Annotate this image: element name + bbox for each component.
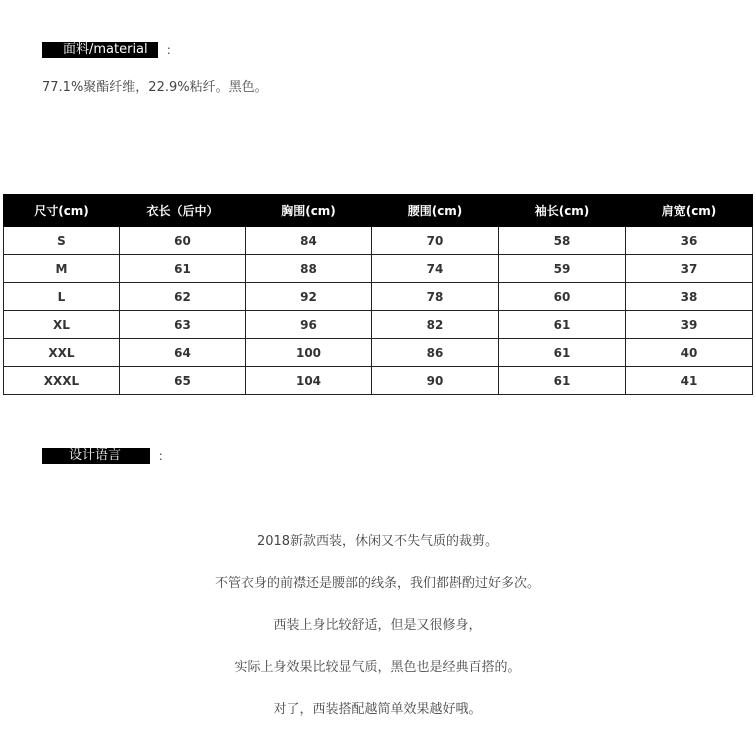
- cell-size: M: [4, 255, 120, 283]
- design-line: 2018新款西装，休闲又不失气质的裁剪。: [256, 534, 499, 549]
- cell-chest: 104: [246, 367, 372, 395]
- cell-shoulder: 38: [626, 283, 753, 311]
- cell-waist: 78: [372, 283, 499, 311]
- cell-chest: 84: [246, 227, 372, 255]
- header-shoulder: 肩宽(cm): [626, 195, 753, 227]
- cell-chest: 88: [246, 255, 372, 283]
- cell-shoulder: 37: [626, 255, 753, 283]
- cell-length: 60: [120, 227, 246, 255]
- cell-length: 63: [120, 311, 246, 339]
- cell-length: 62: [120, 283, 246, 311]
- material-heading: [42, 41, 178, 58]
- design-description: [0, 533, 755, 743]
- table-row: [4, 311, 753, 339]
- table-row: [4, 227, 753, 255]
- design-line: 不管衣身的前襟还是腰部的线条，我们都斟酌过好多次。: [214, 576, 540, 591]
- cell-waist: 70: [372, 227, 499, 255]
- design-line: 西装上身比较舒适，但是又很修身，: [273, 618, 482, 633]
- cell-sleeve: 58: [499, 227, 626, 255]
- header-waist: 腰围(cm): [372, 195, 499, 227]
- cell-sleeve: 61: [499, 367, 626, 395]
- header-length: 衣长（后中）: [120, 195, 246, 227]
- table-row: [4, 339, 753, 367]
- table-row: [4, 283, 753, 311]
- cell-shoulder: 41: [626, 367, 753, 395]
- cell-size: XXL: [4, 339, 120, 367]
- cell-length: 61: [120, 255, 246, 283]
- design-colon: ：: [158, 449, 171, 463]
- header-sleeve: 袖长(cm): [499, 195, 626, 227]
- cell-length: 64: [120, 339, 246, 367]
- cell-shoulder: 39: [626, 311, 753, 339]
- design-label: 设计语言: [42, 448, 150, 464]
- cell-waist: 86: [372, 339, 499, 367]
- header-size: 尺寸(cm): [4, 195, 120, 227]
- design-heading: [42, 447, 170, 464]
- design-line: 实际上身效果比较显气质，黑色也是经典百搭的。: [234, 660, 521, 675]
- cell-sleeve: 60: [499, 283, 626, 311]
- cell-size: XXXL: [4, 367, 120, 395]
- cell-size: L: [4, 283, 120, 311]
- cell-waist: 82: [372, 311, 499, 339]
- material-description: 77.1%聚酯纤维，22.9%粘纤。黑色。: [42, 80, 268, 95]
- size-table: [3, 194, 753, 395]
- table-row: [4, 367, 753, 395]
- design-line: 对了，西装搭配越简单效果越好哦。: [273, 702, 482, 717]
- cell-shoulder: 40: [626, 339, 753, 367]
- cell-sleeve: 61: [499, 339, 626, 367]
- cell-length: 65: [120, 367, 246, 395]
- cell-waist: 74: [372, 255, 499, 283]
- table-row: [4, 255, 753, 283]
- cell-sleeve: 59: [499, 255, 626, 283]
- cell-size: XL: [4, 311, 120, 339]
- material-colon: ：: [166, 43, 179, 57]
- size-table-header-row: [4, 195, 753, 227]
- cell-chest: 96: [246, 311, 372, 339]
- cell-waist: 90: [372, 367, 499, 395]
- material-label: 面料/material: [42, 42, 158, 58]
- cell-chest: 100: [246, 339, 372, 367]
- cell-shoulder: 36: [626, 227, 753, 255]
- cell-size: S: [4, 227, 120, 255]
- cell-sleeve: 61: [499, 311, 626, 339]
- header-chest: 胸围(cm): [246, 195, 372, 227]
- cell-chest: 92: [246, 283, 372, 311]
